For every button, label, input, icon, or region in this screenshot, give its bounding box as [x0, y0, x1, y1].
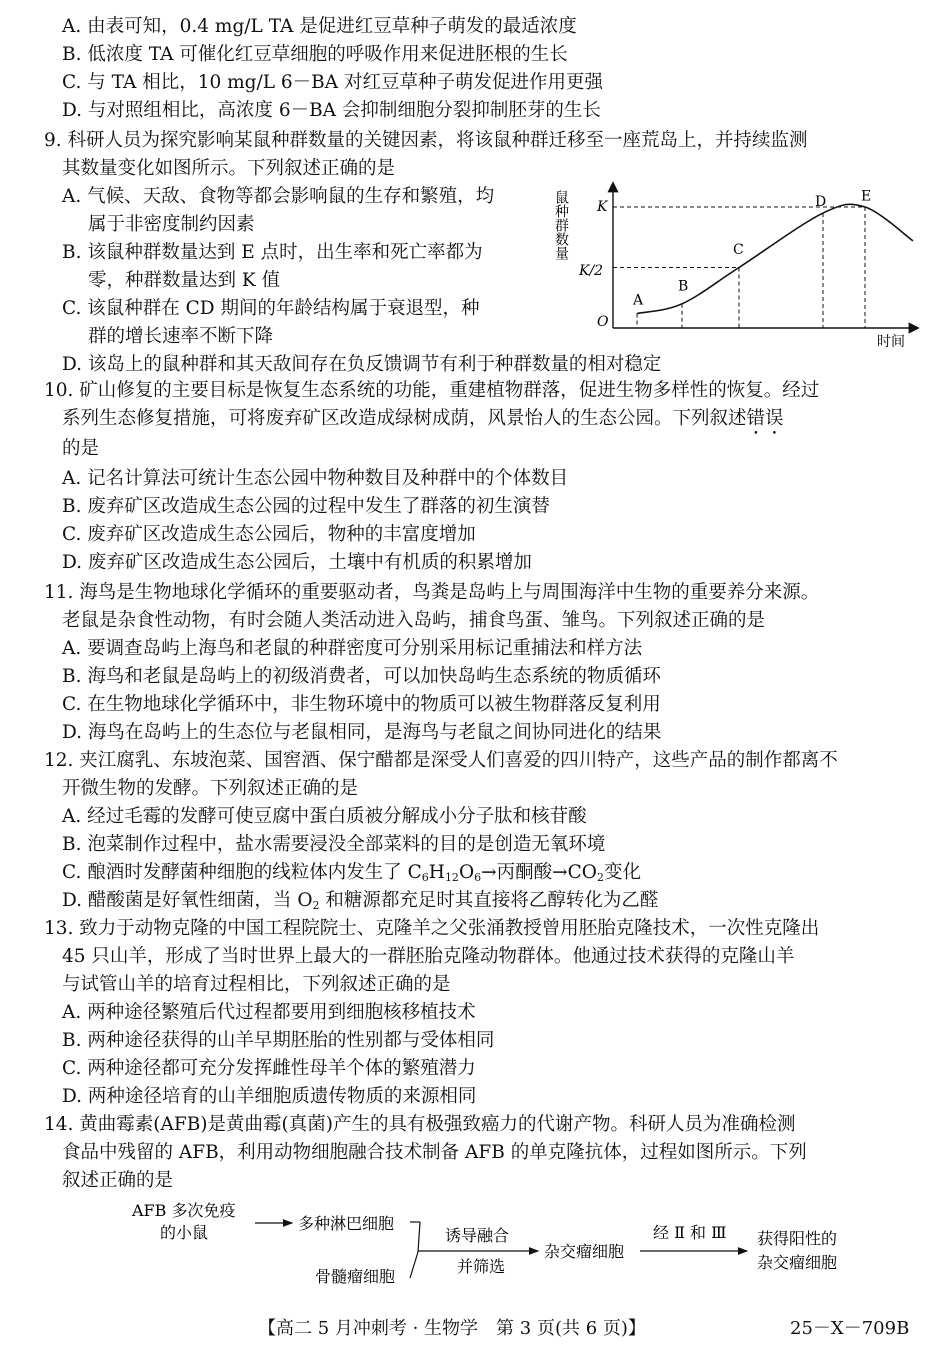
q12-option-d — [62, 888, 658, 919]
q10-stem-line2 — [62, 406, 784, 439]
q11-option-c: C. 在生物地球化学循环中，非生物环境中的物质可以被生物群落反复利用 — [62, 694, 661, 715]
q9-stem-line1: 9. 科研人员为探究影响某鼠种群数量的关键因素，将该鼠种群迁移至一座荒岛上，并持续监测 — [44, 130, 808, 151]
bracket-upper — [418, 1222, 420, 1252]
ytick-k: K — [597, 199, 608, 215]
q10-stem-line3: 的是 — [62, 438, 100, 459]
q12-stem-line2: 开微生物的发酵。下列叙述正确的是 — [62, 778, 359, 799]
q13-stem-line2: 45 只山羊，形成了当时世界上最大的一群胚胎克隆动物群体。他通过技术获得的克隆山羊 — [62, 946, 795, 967]
q10-stem-line1: 10. 矿山修复的主要目标是恢复生态系统的功能，重建植物群落，促进生物多样性的恢复。经过 — [44, 380, 820, 401]
q9-option-b-cont: 零，种群数量达到 K 值 — [88, 270, 281, 291]
sub-6: 6 — [421, 871, 429, 884]
q12-stem-line1: 12. 夹江腐乳、东坡泡菜、国窖酒、保宁醋都是深受人们喜爱的四川特产，这些产品的制作都离不 — [44, 750, 838, 771]
x-axis-label: 时间 — [877, 334, 905, 350]
q10-option-c: C. 废弃矿区改造成生态公园后，物种的丰富度增加 — [62, 524, 476, 545]
point-label-b: B — [678, 278, 689, 295]
q12-d-text2: 和糖源都充足时其直接将乙醇转化为乙醛 — [319, 890, 659, 911]
antibody-flow-diagram — [120, 1196, 880, 1296]
q9-option-c: C. 该鼠种群在 CD 期间的年龄结构属于衰退型，种 — [62, 298, 480, 319]
q9-option-d: D. 该岛上的鼠种群和其天敌间存在负反馈调节有利于种群数量的相对稳定 — [62, 354, 662, 375]
screening-label: 并筛选 — [457, 1257, 506, 1276]
q8-option-c: C. 与 TA 相比，10 mg/L 6－BA 对红豆草种子萌发促进作用更强 — [62, 72, 604, 93]
y-axis-label: 鼠种群数量 — [553, 190, 569, 260]
mouse-label-2: 的小鼠 — [160, 1223, 209, 1242]
q9-option-b: B. 该鼠种群数量达到 E 点时，出生率和死亡率都为 — [62, 242, 483, 263]
q11-option-a: A. 要调查岛屿上海鸟和老鼠的种群密度可分别采用标记重捕法和样方法 — [62, 638, 643, 659]
q11-option-b: B. 海鸟和老鼠是岛屿上的初级消费者，可以加快岛屿生态系统的物质循环 — [62, 666, 661, 687]
origin-label: O — [597, 314, 609, 330]
q13-option-a: A. 两种途径繁殖后代过程都要用到细胞核移植技术 — [62, 1002, 476, 1023]
q11-stem-line1: 11. 海鸟是生物地球化学循环的重要驱动者，鸟粪是岛屿上与周围海洋中生物的重要养分来源。 — [44, 582, 820, 603]
sub-2b: 2 — [312, 899, 320, 912]
q12-option-b: B. 泡菜制作过程中，盐水需要浸没全部菜料的目的是创造无氧环境 — [62, 834, 606, 855]
q12-c-text3: 变化 — [603, 862, 641, 883]
q12-option-c: C. 酿酒时发酵菌种细胞的线粒体内发生了 $C_6H_{12}O_6\to$丙酮酸$\to CO_2$变化 — [62, 862, 641, 884]
q12-c-text2: →丙酮酸→CO — [481, 862, 597, 883]
q10-option-b: B. 废弃矿区改造成生态公园的过程中发生了群落的初生演替 — [62, 496, 550, 517]
hybrid-cells: 杂交瘤细胞 — [544, 1242, 625, 1261]
q13-option-d: D. 两种途径培育的山羊细胞质遗传物质的来源相同 — [62, 1086, 477, 1107]
lymph-cells: 多种淋巴细胞 — [298, 1214, 395, 1233]
q14-stem-line2: 食品中残留的 AFB，利用动物细胞融合技术制备 AFB 的单克隆抗体，过程如图所示。下列 — [62, 1142, 807, 1163]
q12-c-text: C. 酿酒时发酵菌种细胞的线粒体内发生了 C — [62, 862, 422, 883]
q10-option-a: A. 记名计算法可统计生态公园中物种数目及种群中的个体数目 — [62, 468, 569, 489]
result-label-1: 获得阳性的 — [757, 1229, 838, 1248]
q8-option-a: A. 由表可知，0.4 mg/L TA 是促进红豆草种子萌发的最适浓度 — [62, 16, 577, 37]
step-label: 经 Ⅱ 和 Ⅲ — [653, 1223, 727, 1242]
q12-d-text: D. 醋酸菌是好氧性细菌，当 O — [62, 890, 313, 911]
footer-exam-info: 【高二 5 月冲刺考 · 生物学 第 3 页(共 6 页)】 — [258, 1318, 646, 1339]
footer-code: 25－X－709B — [790, 1318, 910, 1339]
myeloma-cells: 骨髓瘤细胞 — [315, 1267, 396, 1286]
q8-option-d: D. 与对照组相比，高浓度 6－BA 会抑制细胞分裂抑制胚芽的生长 — [62, 100, 601, 121]
sub-2: 2 — [596, 871, 604, 884]
result-label-2: 杂交瘤细胞 — [757, 1253, 838, 1272]
q13-stem-line1: 13. 致力于动物克隆的中国工程院院士、克隆羊之父张涌教授曾用胚胎克隆技术，一次性克隆出 — [44, 918, 820, 939]
q13-option-b: B. 两种途径获得的山羊早期胚胎的性别都与受体相同 — [62, 1030, 495, 1051]
q12-option-a: A. 经过毛霉的发酵可使豆腐中蛋白质被分解成小分子肽和核苷酸 — [62, 806, 587, 827]
point-label-e: E — [861, 188, 872, 205]
q11-stem-line2: 老鼠是杂食性动物，有时会随人类活动进入岛屿，捕食鸟蛋、雏鸟。下列叙述正确的是 — [62, 610, 766, 631]
q9-option-c-cont: 群的增长速率不断下降 — [88, 326, 274, 347]
point-label-c: C — [733, 242, 744, 259]
population-curve — [637, 204, 913, 313]
fusion-label: 诱导融合 — [445, 1226, 510, 1245]
ytick-k-half: K/2 — [579, 263, 604, 279]
q8-option-b: B. 低浓度 TA 可催化红豆草细胞的呼吸作用来促进胚根的生长 — [62, 44, 568, 65]
q13-stem-line3: 与试管山羊的培育过程相比，下列叙述正确的是 — [62, 974, 451, 995]
q14-stem-line1: 14. 黄曲霉素(AFB)是黄曲霉(真菌)产生的具有极强致癌力的代谢产物。科研人员为准确检测 — [44, 1114, 796, 1135]
q10-option-d: D. 废弃矿区改造成生态公园后，土壤中有机质的积累增加 — [62, 552, 532, 573]
q10-emphasis-wrong: 错误 — [746, 408, 784, 429]
q9-option-a: A. 气候、天敌、食物等都会影响鼠的生存和繁殖，均 — [62, 186, 495, 207]
bracket-lower — [410, 1252, 418, 1278]
q13-option-c: C. 两种途径都可充分发挥雌性母羊个体的繁殖潜力 — [62, 1058, 476, 1079]
point-label-d: D — [815, 193, 827, 210]
q9-stem-line2: 其数量变化如图所示。下列叙述正确的是 — [62, 158, 396, 179]
sub-6b: 6 — [474, 871, 482, 884]
q9-option-a-cont: 属于非密度制约因素 — [88, 214, 255, 235]
mouse-label-1: AFB 多次免疫 — [132, 1201, 236, 1220]
q11-option-d: D. 海鸟在岛屿上的生态位与老鼠相同，是海鸟与老鼠之间协同进化的结果 — [62, 722, 662, 743]
population-growth-chart — [555, 178, 930, 354]
sub-12: 12 — [444, 871, 459, 884]
point-label-a: A — [633, 292, 644, 309]
q14-stem-line3: 叙述正确的是 — [62, 1170, 174, 1191]
q10-stem-text: 系列生态修复措施，可将废弃矿区改造成绿树成荫，风景怡人的生态公园。下列叙述 — [62, 408, 747, 429]
